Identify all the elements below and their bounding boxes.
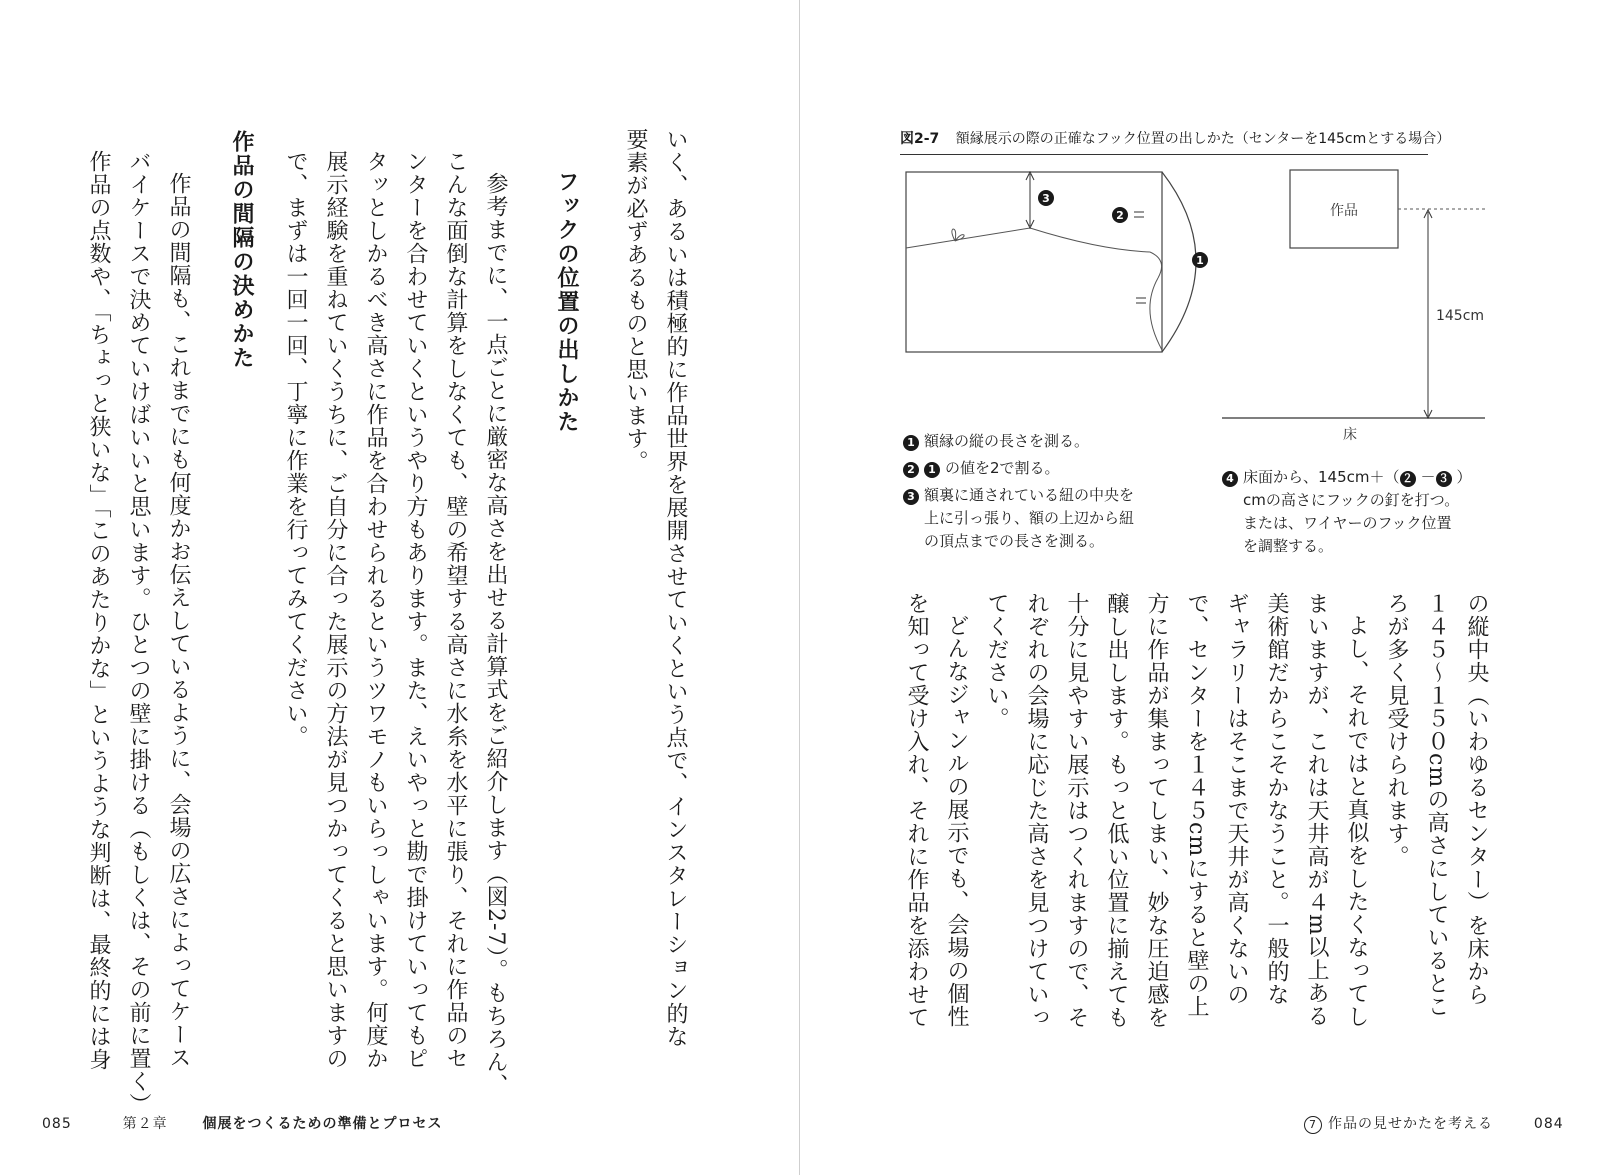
right-footer — [1304, 1113, 1564, 1134]
body-line: 要素が必ずあるものと思います。 — [623, 128, 648, 473]
body-line: を知って受け入れ、それに作品を添わせて — [904, 592, 929, 1029]
body-line: の縦中央（いわゆるセンター）を床から — [1464, 592, 1489, 1006]
body-line: よし、それではと真似をしたくなってし — [1344, 614, 1369, 1028]
note-1: 1 額縁の縦の長さを測る。 — [903, 430, 1223, 453]
marker-1-icon: 1 — [924, 462, 940, 478]
marker-3-icon: ３ — [1436, 471, 1452, 487]
height-label: 145cm — [1435, 308, 1485, 324]
section-heading-hook-position: フックの位置の出しかた — [554, 170, 579, 434]
body-line: 方に作品が集まってしまい、妙な圧迫感を — [1144, 592, 1169, 1029]
note-3: 3 額裏に通されている紐の中央を 上に引っ張り、額の上辺から紐 の頂点までの長さを測る。 — [903, 484, 1223, 553]
marker-1-icon: 1 — [903, 435, 919, 451]
body-line: ギャラリーはそこまで天井が高くないの — [1224, 592, 1249, 1006]
body-line: ンターを合わせていくというやり方もあります。また、えいやっと勘で掛けていってもピ — [403, 150, 428, 1070]
body-line: 作品の間隔も、これまでにも何度かお伝えしているように、会場の広さによってケース — [166, 172, 191, 1069]
marker-3-icon: 3 — [903, 489, 919, 505]
body-line: で、まずは一回一回、丁寧に作業を行ってみてください。 — [283, 150, 308, 748]
left-footer — [42, 1113, 443, 1133]
figure-note-4: 4 床面から、145cm＋（ ２ － ３ ） cmの高さにフックの釘を打つ。 または、ワイヤーのフック位置 を調整する。 — [1222, 466, 1512, 558]
svg-text:1: 1 — [1196, 254, 1204, 267]
marker-2-icon: 2 — [903, 462, 919, 478]
right-body-text — [896, 592, 1496, 1029]
frame-side-curve — [1162, 172, 1196, 352]
svg-text:3: 3 — [1042, 192, 1050, 205]
svg-text:2: 2 — [1116, 209, 1124, 222]
body-line: バイケースで決めていけばいいと思います。ひとつの壁に掛ける（もしくは、その前に置く） — [126, 150, 151, 1116]
marker-4-icon: 4 — [1222, 471, 1238, 487]
figure-number: 図2-7 — [900, 131, 940, 147]
right-page — [800, 0, 1600, 1175]
note-2: 2 1 の値を2で割る。 — [903, 457, 1223, 480]
frame-hanging-diagram — [900, 160, 1500, 460]
body-line: いく、あるいは積極的に作品世界を展開させていくという点で、インスタレーション的な — [663, 128, 688, 1048]
page-number: 084 — [1533, 1116, 1564, 1132]
section-number-badge: 7 — [1304, 1116, 1322, 1134]
frame-rectangle — [906, 172, 1162, 352]
body-line: で、センターを１４５cmにすると壁の上 — [1184, 592, 1209, 1019]
section-heading-spacing: 作品の間隔の決めかた — [229, 130, 254, 370]
page-number: 085 — [42, 1116, 72, 1132]
hook-paragraph — [275, 150, 515, 1096]
body-line: タッとしかるべき高さに作品を合わせられるというツワモノもいらっしゃいます。何度か — [363, 150, 388, 1070]
body-line: １４５〜１５０cmの高さにしているとこ — [1424, 592, 1449, 1019]
marker-2-icon: ２ — [1400, 471, 1416, 487]
body-line: 醸し出します。もっと低い位置に揃えても — [1104, 592, 1129, 1029]
body-line: ろが多く見受けられます。 — [1384, 592, 1409, 868]
body-line: 美術館だからこそかなうこと。一般的な — [1264, 592, 1289, 1006]
spacing-paragraph — [78, 150, 198, 1116]
body-line: 作品の点数や、「ちょっと狭いな」「このあたりかな」というような判断は、最終的には身 — [86, 150, 111, 1071]
body-line: まいますが、これは天井高が４m以上ある — [1304, 592, 1329, 1028]
marker-2-icon — [1112, 207, 1128, 223]
chapter-label: 第２章 — [122, 1116, 168, 1132]
artwork-label: 作品 — [1330, 203, 1358, 219]
section-title: 作品の見せかたを考える — [1328, 1116, 1493, 1132]
body-line: どんなジャンルの展示でも、会場の個性 — [944, 614, 969, 1028]
body-line: 十分に見やすい展示はつくれますので、そ — [1064, 592, 1089, 1029]
body-line: 参考までに、一点ごとに厳密な高さを出せる計算式をご紹介します（図2-7）。もちろん、 — [483, 172, 508, 1097]
figure-caption — [900, 128, 1451, 155]
intro-paragraph — [615, 128, 695, 1048]
figure-notes-left — [903, 430, 1223, 553]
body-line: こんな面倒な計算をしなくても、壁の希望する高さに水糸を水平に張り、それに作品のセ — [443, 150, 468, 1070]
body-line: れぞれの会場に応じた高さを見つけていっ — [1024, 592, 1049, 1029]
marker-3-icon — [1038, 190, 1054, 206]
body-line: 展示経験を重ねていくうちに、ご自分に合った展示の方法が見つかってくると思いますの — [323, 150, 348, 1070]
marker-1-icon — [1192, 252, 1208, 268]
floor-label: 床 — [1343, 427, 1357, 443]
chapter-title: 個展をつくるための準備とプロセス — [202, 1116, 443, 1132]
body-line: てください。 — [984, 592, 1009, 730]
figure-title: 額縁展示の際の正確なフック位置の出しかた（センターを145cmとする場合） — [955, 131, 1451, 147]
